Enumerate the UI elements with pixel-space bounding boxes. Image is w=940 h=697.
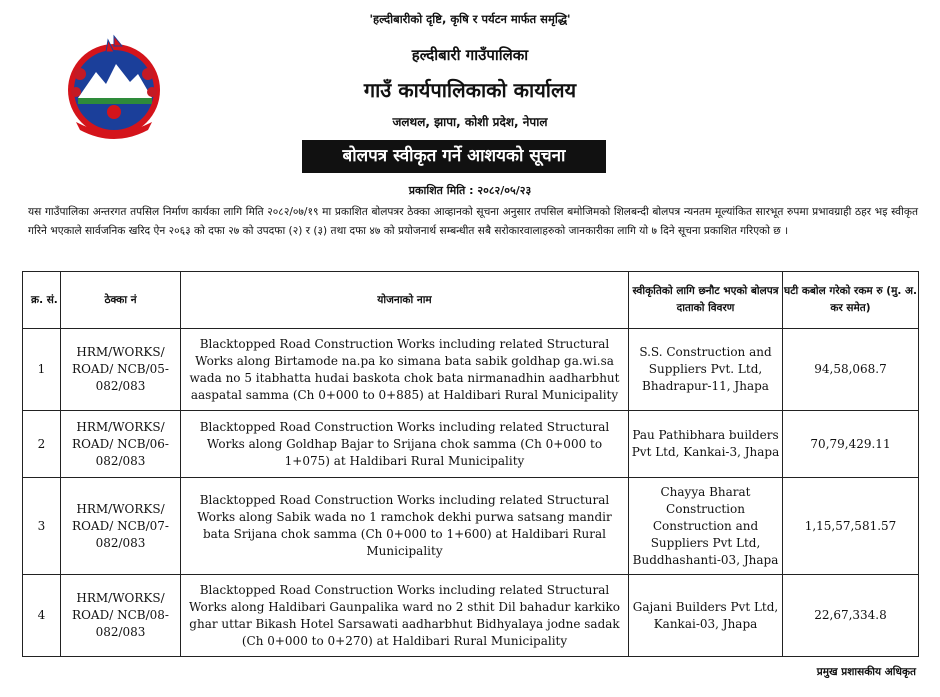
row-bidder: Chayya Bharat Construction Construction and Suppliers Pvt Ltd, Buddhashanti-03, Jhapa (629, 478, 783, 575)
row-bidder: Gajani Builders Pvt Ltd, Kankai-03, Jhapa (629, 575, 783, 657)
header-bidder: स्वीकृतिको लागि छनौट भएको बोलपत्र दाताको विवरण (629, 272, 783, 329)
office-name: गाउँ कार्यपालिकाको कार्यालय (363, 78, 577, 102)
header-contract-no: ठेक्का नं (61, 272, 181, 329)
row-amount: 94,58,068.7 (783, 329, 919, 411)
row-sn: 1 (23, 329, 61, 411)
notice-paragraph: यस गाउँपालिका अन्तरगत तपसिल निर्माण कार्यका लागि मिति २०८२/०७/१९ मा प्रकाशित बोलपत्रर ठेक्का आव्हानको सूचना अनुसार तपसिल बमोजिमको शिलबन्दी बोलपत्र न्यनतम मूल्यांकित सारभूत रुपमा प्रभावग्राही ठहर भइ स्वीकृत गरिने भएकाले सार्वजनिक खरिद ऐन २०६३ को दफा २७ को उपदफा (२) र (३) तथा दफा ४७ को प्रयोजनार्थ सम्बन्धीत सबै सरोकारवालाहरुको जानकारीका लागि यो ७ दिने सूचना प्रकाशित गरिएको छ । (28, 206, 918, 237)
signatory-title: प्रमुख प्रशासकीय अधिकृत (816, 666, 916, 678)
row-amount: 22,67,334.8 (783, 575, 919, 657)
row-project: Blacktopped Road Construction Works including related Structural Works along Haldibari Gaunpalika ward no 2 sthit Dil bahadur karkiko ghar uttar Bikash Hotel Sarsawati aadharbhut Bidhyalaya jodne sadak (Ch 0+000 to 0+270) at Haldibari Rural Municipality (181, 575, 629, 657)
published-date: प्रकाशित मिति : २०८२/०५/२३ (408, 184, 532, 197)
municipality-motto: 'हल्दीबारीको दृष्टि, कृषि र पर्यटन मार्फत समृद्धि' (369, 12, 571, 26)
header-amount: घटी कबोल गरेको रकम रु (मु. अ. कर समेत) (783, 272, 919, 329)
row-contract-no: HRM/WORKS/ ROAD/ NCB/08-082/083 (61, 575, 181, 657)
table-row (23, 575, 919, 657)
row-amount: 1,15,57,581.57 (783, 478, 919, 575)
header-sn: क्र. सं. (23, 272, 61, 329)
table-header-row (23, 272, 919, 329)
table-row (23, 478, 919, 575)
row-sn: 3 (23, 478, 61, 575)
row-bidder: S.S. Construction and Suppliers Pvt. Ltd, Bhadrapur-11, Jhapa (629, 329, 783, 411)
row-sn: 2 (23, 411, 61, 478)
header-project: योजनाको नाम (181, 272, 629, 329)
row-project: Blacktopped Road Construction Works including related Structural Works along Sabik wada no 1 ramchok dekhi purwa satsang mandir bata Srijana chok samma (Ch 0+000 to 1+600) at Haldibari Rural Municipality (181, 478, 629, 575)
row-project: Blacktopped Road Construction Works including related Structural Works along Goldhap Bajar to Srijana chok samma (Ch 0+000 to 1+075) at Haldibari Rural Municipality (181, 411, 629, 478)
notice-title-banner: बोलपत्र स्वीकृत गर्ने आशयको सूचना (302, 140, 606, 173)
row-contract-no: HRM/WORKS/ ROAD/ NCB/07-082/083 (61, 478, 181, 575)
row-sn: 4 (23, 575, 61, 657)
table-row (23, 329, 919, 411)
office-address: जलथल, झापा, कोशी प्रदेश, नेपाल (392, 115, 548, 129)
table-row (23, 411, 919, 478)
row-contract-no: HRM/WORKS/ ROAD/ NCB/05-082/083 (61, 329, 181, 411)
row-bidder: Pau Pathibhara builders Pvt Ltd, Kankai-3, Jhapa (629, 411, 783, 478)
row-amount: 70,79,429.11 (783, 411, 919, 478)
row-project: Blacktopped Road Construction Works including related Structural Works along Birtamode na.pa ko simana bata sabik goldhap ga.wi.sa wada no 5 itabhatta hudai baskota chok bata nirmanadhin aadharbhut aaspatal samma (Ch 0+000 to 0+885) at Haldibari Rural Municipality (181, 329, 629, 411)
municipality-name: हल्दीबारी गाउँपालिका (411, 46, 529, 64)
tender-table (22, 271, 919, 657)
row-contract-no: HRM/WORKS/ ROAD/ NCB/06-082/083 (61, 411, 181, 478)
